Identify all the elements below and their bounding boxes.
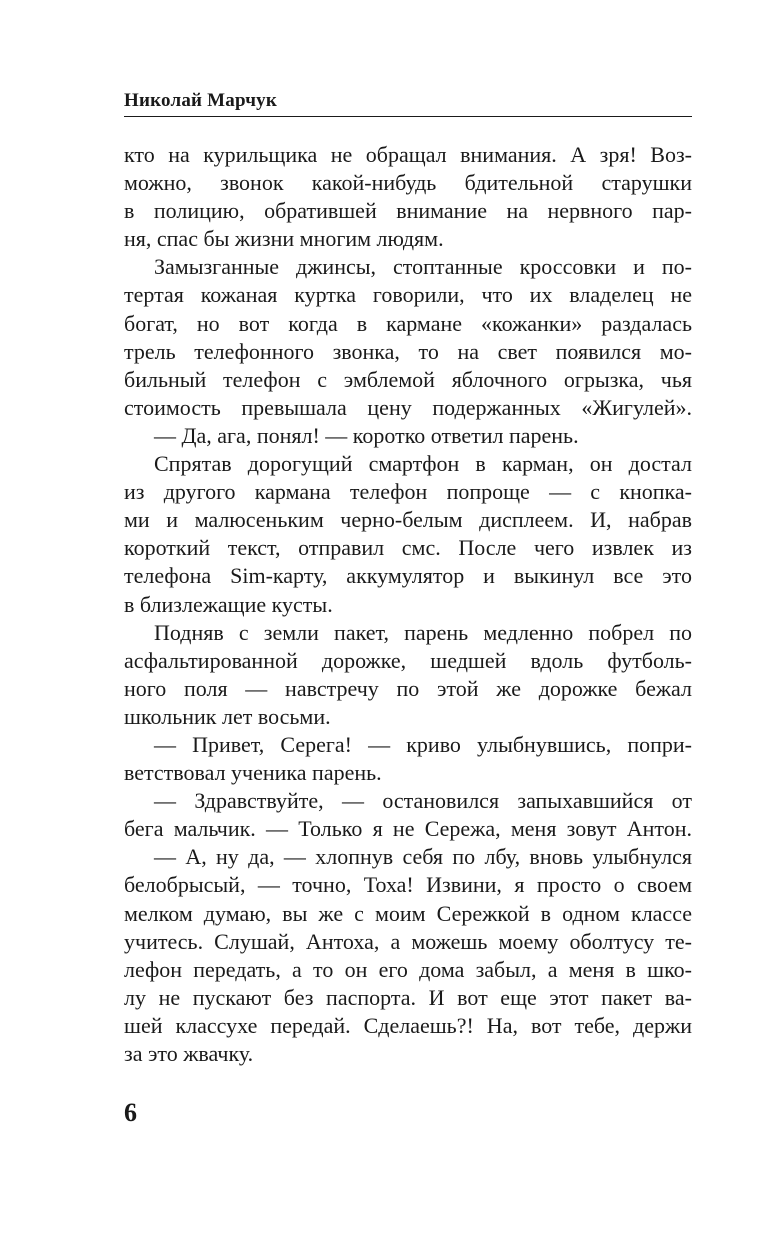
text-line: — Привет, Серега! — криво улыбнувшись, попри- <box>154 731 692 757</box>
author-name: Николай Марчук <box>124 90 278 111</box>
text-line: Спрятав дорогущий смартфон в карман, он достал <box>154 451 692 477</box>
text-line: асфальтированной дорожке, шедшей вдоль футболь- <box>124 647 692 673</box>
text-line: из другого кармана телефон попроще — с кнопка- <box>124 479 692 505</box>
text-line: лу не пускают без паспорта. И вот еще этот пакет ва- <box>124 984 692 1010</box>
text-line: ми и малюсеньким черно-белым дисплеем. И, набрав <box>124 507 692 533</box>
text-line: ветствовал ученика парень. <box>124 760 382 786</box>
text-line: бега мальчик. — Только я не Сережа, меня зовут Антон. <box>124 816 692 842</box>
text-line: — Здравствуйте, — остановился запыхавшийся от <box>154 788 692 814</box>
text-line: школьник лет восьми. <box>124 703 331 729</box>
body-text <box>124 141 692 1068</box>
text-line: мелком думаю, вы же с моим Сережкой в одном классе <box>124 900 692 926</box>
text-line: в близлежащие кусты. <box>124 591 333 617</box>
text-line: белобрысый, — точно, Тоха! Извини, я просто о своем <box>124 872 692 898</box>
text-line: короткий текст, отправил смс. После чего извлек из <box>124 535 692 561</box>
page-number: 6 <box>124 1098 137 1127</box>
text-line: тертая кожаная куртка говорили, что их владелец не <box>124 282 692 308</box>
text-line: богат, но вот когда в кармане «кожанки» раздалась <box>124 310 692 336</box>
text-line: кто на курильщика не обращал внимания. А зря! Воз- <box>124 142 692 167</box>
text-line: ня, спас бы жизни многим людям. <box>124 226 444 252</box>
text-line: учитесь. Слушай, Антоха, а можешь моему оболтусу те- <box>124 928 692 954</box>
text-line: Замызганные джинсы, стоптанные кроссовки и по- <box>154 254 692 280</box>
text-line: шей классухе передай. Сделаешь?! На, вот тебе, держи <box>124 1012 692 1038</box>
running-header <box>124 88 692 117</box>
text-line: телефона Sim-карту, аккумулятор и выкинул все это <box>124 563 692 589</box>
text-line: бильный телефон с эмблемой яблочного огрызка, чья <box>124 366 692 392</box>
text-line: лефон передать, а то он его дома забыл, а меня в шко- <box>124 956 692 982</box>
text-line: трель телефонного звонка, то на свет появился мо- <box>124 338 692 364</box>
text-line: — Да, ага, понял! — коротко ответил парень. <box>154 422 579 448</box>
text-line: стоимость превышала цену подержанных «Жигулей». <box>124 394 692 420</box>
text-line: за это жвачку. <box>124 1041 254 1066</box>
text-line: можно, звонок какой-нибудь бдительной старушки <box>124 170 692 196</box>
text-line: — А, ну да, — хлопнув себя по лбу, вновь улыбнулся <box>154 844 692 870</box>
text-line: ного поля — навстречу по этой же дорожке бежал <box>124 675 692 701</box>
text-line: в полицию, обратившей внимание на нервного пар- <box>124 198 692 224</box>
text-line: Подняв с земли пакет, парень медленно побрел по <box>154 619 692 645</box>
